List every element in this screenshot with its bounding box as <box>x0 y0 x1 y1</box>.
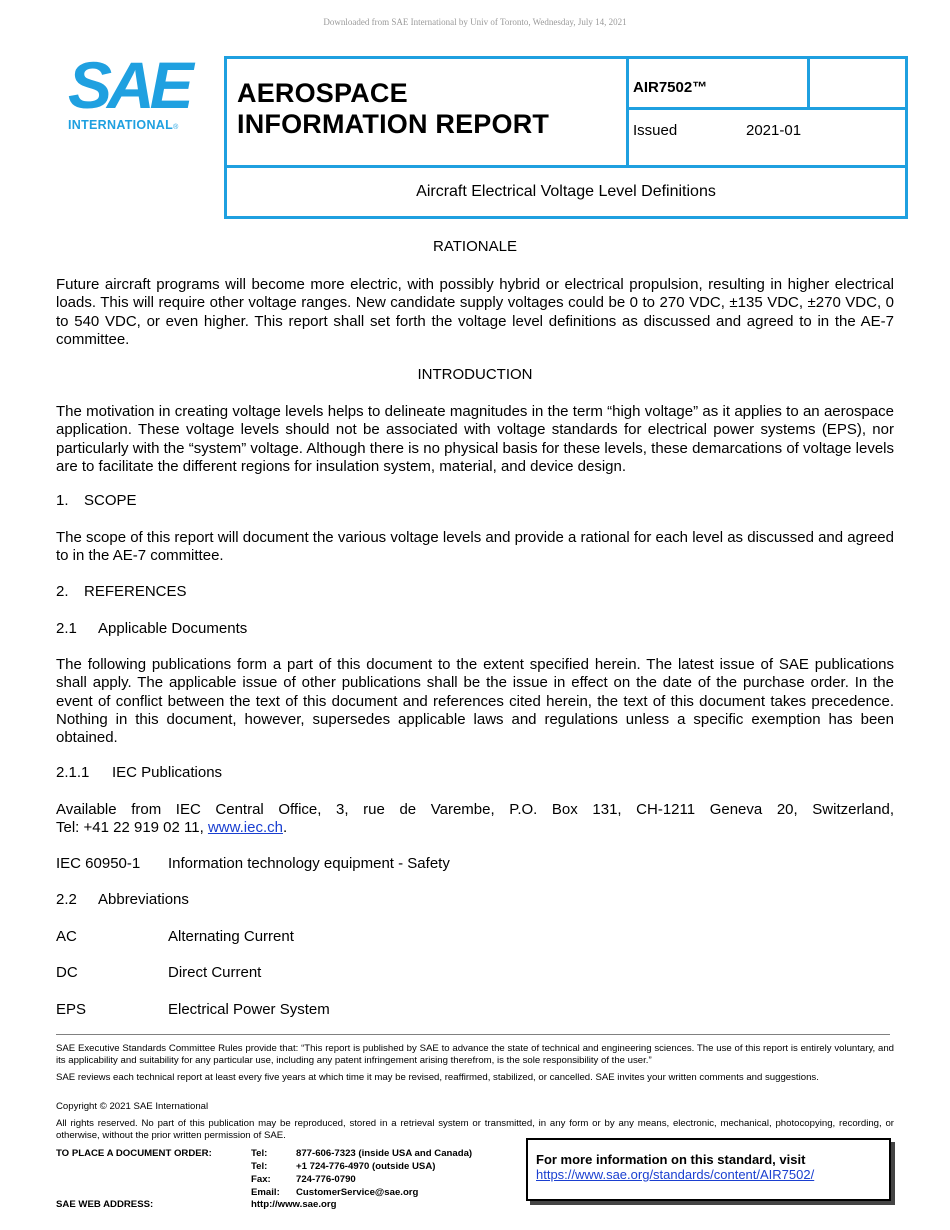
abbreviation-term: AC <box>56 928 77 945</box>
footer-divider <box>56 1034 890 1035</box>
contact-label: Email: <box>251 1187 280 1198</box>
section-2-1-heading: Applicable Documents <box>98 620 248 637</box>
abbreviation-meaning: Direct Current <box>168 964 262 981</box>
introduction-heading: INTRODUCTION <box>417 366 533 383</box>
abbreviation-meaning: Alternating Current <box>168 928 294 945</box>
contact-label: Tel: <box>251 1148 268 1159</box>
issued-date: 2021-01 <box>746 122 802 139</box>
abbreviation-term: DC <box>56 964 78 981</box>
committee-rules-text: SAE Executive Standards Committee Rules provide that: “This report is published by SAE to advance the state of technical and engineering sciences. The use of this report is entirely voluntary, and its applicability and suitability for any particular use, including any patent infringement arising therefrom, is the sole responsibility of the user.” <box>56 1043 894 1066</box>
introduction-text: The motivation in creating voltage levels helps to delineate magnitudes in the term “high voltage” as it applies to an aerospace application. These voltage levels should not be associated with voltage standards for electrical power systems (EPS), nor particularly with the “system” voltage. Although there is no physical basis for these levels, these demarcations of voltage levels are to facilitate the different regions for insulation system, material, and device design. <box>56 403 894 475</box>
scope-heading: SCOPE <box>84 492 137 509</box>
copyright: Copyright © 2021 SAE International <box>56 1101 209 1112</box>
rights-text: All rights reserved. No part of this publication may be reproduced, stored in a retrieval system or transmitted, in any form or by any means, electronic, mechanical, photocopying, recording, or otherwise, without the prior written permission of SAE. <box>56 1118 894 1141</box>
document-subtitle: Aircraft Electrical Voltage Level Definitions <box>416 183 716 200</box>
contact-email-link[interactable]: CustomerService@sae.org <box>296 1187 419 1198</box>
more-info-box <box>526 1138 891 1201</box>
logo-subtitle: INTERNATIONAL <box>68 118 174 132</box>
section-2-1-number: 2.1 <box>56 620 77 637</box>
more-info-heading: For more information on this standard, visit <box>536 1152 806 1167</box>
contact-label: Tel: <box>251 1161 268 1172</box>
abbreviation-meaning: Electrical Power System <box>168 1001 330 1018</box>
iec-website-link[interactable]: www.iec.ch <box>207 819 283 836</box>
rationale-text: Future aircraft programs will become more electric, with possibly hybrid or electrical propulsion, resulting in higher electrical loads. This will require other voltage ranges. New candidate supply voltages could be 0 to 270 VDC, ±135 VDC, ±270 VDC, 0 to 540 VDC, or even higher. This report shall set forth the voltage level definitions as discussed and agreed to in the AE-7 committee. <box>56 276 894 348</box>
header-divider <box>227 165 905 168</box>
scope-number: 1. <box>56 492 69 509</box>
order-label: TO PLACE A DOCUMENT ORDER: <box>56 1148 212 1159</box>
standard-url-link[interactable]: https://www.sae.org/standards/content/AIR7502/ <box>536 1167 815 1182</box>
iec-standard-title: Information technology equipment - Safety <box>168 855 450 872</box>
section-2-1-1-number: 2.1.1 <box>56 764 90 781</box>
header-divider <box>626 59 629 167</box>
header-divider <box>626 107 908 110</box>
section-2-1-1-heading: IEC Publications <box>112 764 223 781</box>
issued-label: Issued <box>633 122 678 139</box>
web-address-link[interactable]: http://www.sae.org <box>251 1199 337 1210</box>
rationale-heading: RATIONALE <box>433 238 517 255</box>
references-number: 2. <box>56 583 69 600</box>
logo-wordmark: SAE <box>68 48 189 122</box>
logo-reg-mark: ® <box>173 124 179 131</box>
sae-logo <box>68 48 198 137</box>
iec-standard-code: IEC 60950-1 <box>56 855 141 872</box>
contact-value: 877-606-7323 (inside USA and Canada) <box>296 1148 473 1159</box>
web-address-label: SAE WEB ADDRESS: <box>56 1199 154 1210</box>
iec-address: Available from IEC Central Office, 3, rue de Varembe, P.O. Box 131, CH-1211 Geneva 20, Switzerland, <box>56 801 894 818</box>
abbreviation-term: EPS <box>56 1001 87 1018</box>
section-2-1-text: The following publications form a part of this document to the extent specified herein. The latest issue of SAE publications shall apply. The applicable issue of other publications shall be the issue in effect on the date of the purchase order. In the event of conflict between the text of this document and references cited herein, the text of this document takes precedence. Nothing in this document, however, supersedes applicable laws and regulations unless a specific exemption has been obtained. <box>56 656 894 747</box>
iec-contact: Tel: +41 22 919 02 11, www.iec.ch. <box>56 819 288 836</box>
references-heading: REFERENCES <box>84 583 187 600</box>
contact-value: 724-776-0790 <box>296 1174 356 1185</box>
contact-label: Fax: <box>251 1174 271 1185</box>
section-2-2-heading: Abbreviations <box>98 891 189 908</box>
download-notice: Downloaded from SAE International by Univ of Toronto, Wednesday, July 14, 2021 <box>323 17 627 27</box>
header-divider <box>807 59 810 109</box>
document-number: AIR7502™ <box>633 79 708 96</box>
iec-tel: Tel: +41 22 919 02 11, <box>56 819 204 836</box>
review-text: SAE reviews each technical report at least every five years at which time it may be revised, reaffirmed, stabilized, or cancelled. SAE invites your written comments and suggestions. <box>56 1072 819 1083</box>
scope-text: The scope of this report will document the various voltage levels and provide a rational for each level as discussed and agreed to in the AE-7 committee. <box>56 529 894 565</box>
section-2-2-number: 2.2 <box>56 891 77 908</box>
contact-value: +1 724-776-4970 (outside USA) <box>296 1161 436 1172</box>
report-type-title: AEROSPACE INFORMATION REPORT <box>237 78 550 139</box>
